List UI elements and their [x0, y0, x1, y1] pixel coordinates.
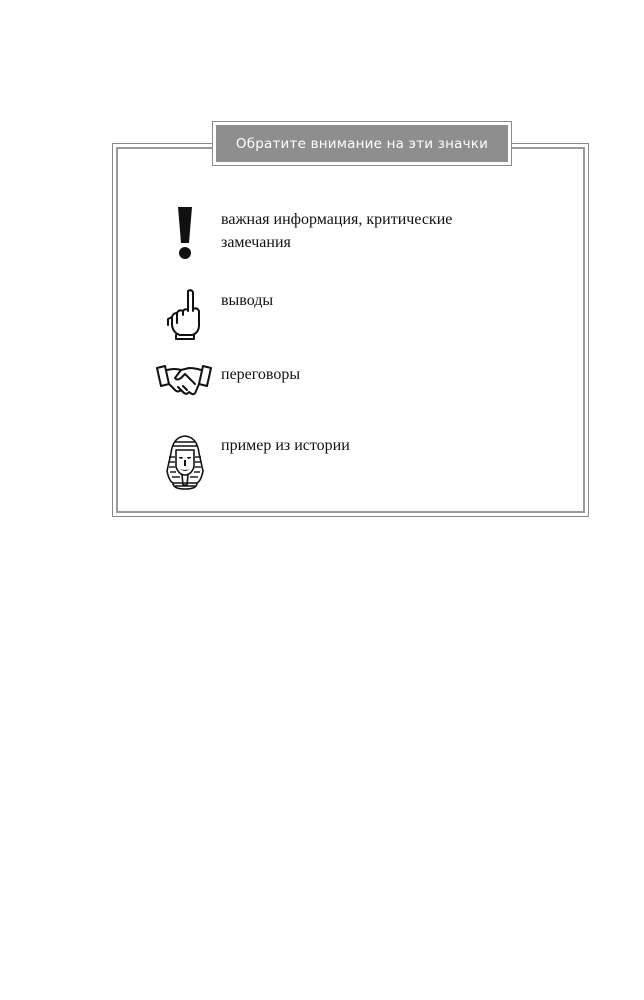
legend-item-label: выводы: [221, 292, 274, 309]
exclamation-icon: [173, 205, 197, 261]
pharaoh-icon: [161, 433, 209, 491]
legend-title: Обратите внимание на эти значки: [216, 125, 508, 162]
legend-item-label: пример из истории: [221, 437, 350, 454]
legend-item-label: переговоры: [221, 366, 301, 383]
legend-item-label: важная информация, критические замечания: [221, 211, 453, 251]
handshake-icon: [155, 362, 213, 398]
legend-header: [212, 121, 512, 166]
pointing-finger-icon: [164, 287, 206, 341]
